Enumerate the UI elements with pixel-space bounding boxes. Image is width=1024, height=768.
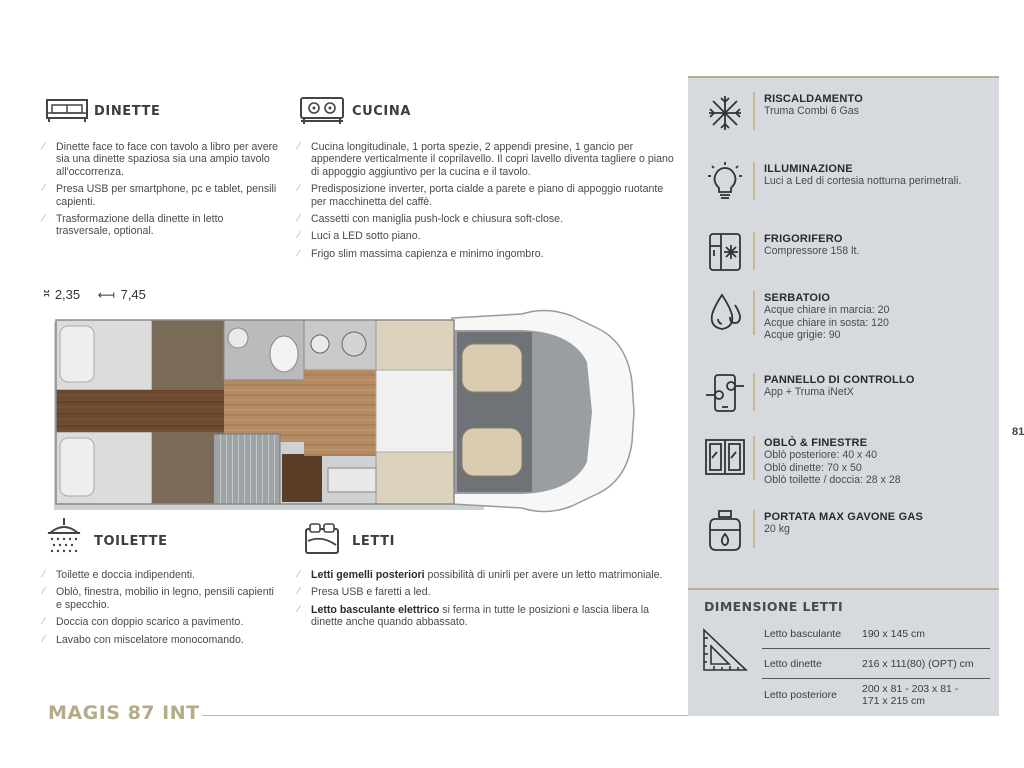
list-item: ∕ Lavabo con miscelatore monocomando. <box>43 634 278 646</box>
bed-value: 216 x 111(80) (OPT) cm <box>862 658 974 670</box>
bed-divider <box>762 648 990 649</box>
bed-value: 190 x 145 cm <box>862 628 926 640</box>
ruler-icon <box>702 628 748 677</box>
toilette-title: TOILETTE <box>94 534 168 549</box>
list-item: ∕ Doccia con doppio scarico a pavimento. <box>43 616 278 628</box>
feature-line: Oblò posteriore: 40 x 40 <box>764 449 878 462</box>
list-item: ∕ Frigo slim massima capienza e minimo ingombro. <box>298 248 674 260</box>
cucina-list <box>298 141 674 265</box>
bed-divider <box>762 678 990 679</box>
dinette-title: DINETTE <box>94 104 161 119</box>
cucina-title: CUCINA <box>352 104 412 119</box>
bed-label: Letto posteriore <box>764 689 837 701</box>
feature-line: 20 kg <box>764 523 790 536</box>
light-bulb-icon <box>704 162 746 204</box>
feature-title: OBLÒ & FINESTRE <box>764 437 868 449</box>
feature-divider <box>753 92 755 130</box>
feature-title: ILLUMINAZIONE <box>764 163 853 175</box>
list-item: ∕ Cucina longitudinale, 1 porta spezie, 2 appendi presine, 1 gancio per appendere verticalmente il coprilavello. Il copri lavello diventa tagliere o piano di appoggio aggiuntivo per la cucina e il tavolo. <box>298 141 674 178</box>
sofa-icon <box>46 99 88 123</box>
features-panel <box>688 76 999 716</box>
feature-line: Compressore 158 lt. <box>764 245 860 258</box>
length-value: 7,45 <box>120 287 146 302</box>
feature-line: Truma Combi 6 Gas <box>764 105 859 118</box>
list-item-text: si ferma in tutte le posizioni e lascia libera la dinette anche quando abbassato. <box>311 603 649 629</box>
feature-divider <box>753 232 755 270</box>
fridge-icon <box>704 232 746 274</box>
feature-title: PORTATA MAX GAVONE GAS <box>764 511 924 523</box>
feature-title: SERBATOIO <box>764 292 831 304</box>
height-value: 2,35 <box>54 287 81 302</box>
feature-line: Acque chiare in marcia: 20 <box>764 304 890 317</box>
list-item <box>298 586 674 598</box>
footer-rule <box>202 715 688 716</box>
toilette-list <box>43 569 278 651</box>
model-name: MAGIS 87 INT <box>48 702 200 724</box>
list-item <box>298 569 674 581</box>
feature-line: Oblò toilette / doccia: 28 x 28 <box>764 473 901 486</box>
feature-line: Oblò dinette: 70 x 50 <box>764 461 862 474</box>
beds-title: DIMENSIONE LETTI <box>704 599 843 614</box>
list-item: ∕ Cassetti con maniglia push-lock e chiusura soft-close. <box>298 213 674 225</box>
bed-value-line: 200 x 81 - 203 x 81 - <box>862 683 959 695</box>
stove-icon <box>300 97 344 125</box>
dinette-list <box>43 141 278 243</box>
feature-divider <box>753 162 755 200</box>
heating-icon <box>704 92 746 134</box>
feature-divider <box>753 436 755 480</box>
list-item: ∕ Presa USB per smartphone, pc e tablet, pensili capienti. <box>43 183 278 208</box>
feature-divider <box>753 510 755 548</box>
gas-bottle-icon <box>704 510 746 552</box>
dimension-readout <box>44 287 146 303</box>
length-icon: ⟻ <box>97 288 115 302</box>
feature-divider <box>753 291 755 335</box>
floor-plan <box>52 302 642 524</box>
shower-icon <box>46 517 82 557</box>
bed-icon <box>304 523 340 555</box>
panel-top-rule <box>688 76 999 78</box>
list-item-bold: Letto basculante elettrico <box>311 603 440 616</box>
list-item: ∕ Trasformazione della dinette in letto trasversale, optional. <box>43 213 278 238</box>
water-tank-icon <box>704 291 746 333</box>
control-panel-icon <box>704 373 746 415</box>
window-icon <box>704 436 746 478</box>
list-item: ∕ Dinette face to face con tavolo a libro per avere sia una dinette spaziosa sia una ampio tavolo all'occorrenza. <box>43 141 278 178</box>
list-item: ∕ Oblò, finestra, mobilio in legno, pensili capienti e specchio. <box>43 586 278 611</box>
feature-line: App + Truma iNetX <box>764 386 854 399</box>
feature-line: Acque grigie: 90 <box>764 328 841 341</box>
feature-line: Luci a Led di cortesia notturna perimetrali. <box>764 175 962 188</box>
list-item-text: possibilità di unirli per avere un letto matrimoniale. <box>424 569 663 581</box>
bed-label: Letto basculante <box>764 628 842 640</box>
feature-line: Acque chiare in sosta: 120 <box>764 316 889 329</box>
list-item: ∕ Toilette e doccia indipendenti. <box>43 569 278 581</box>
list-item-text: Presa USB e faretti a led. <box>311 586 431 599</box>
list-item: ∕ Predisposizione inverter, porta cialde a parete e piano di appoggio ruotante per macchinetta del caffè. <box>298 183 674 208</box>
list-item <box>298 604 674 629</box>
list-item-bold: Letti gemelli posteriori <box>311 569 425 581</box>
bed-value-line: 171 x 215 cm <box>862 695 926 707</box>
feature-title: FRIGORIFERO <box>764 233 843 245</box>
bed-value <box>862 683 958 707</box>
letti-title: LETTI <box>352 534 396 549</box>
panel-mid-rule <box>688 588 999 590</box>
letti-list <box>298 569 674 634</box>
feature-title: PANNELLO DI CONTROLLO <box>764 374 915 386</box>
page-number: 81 <box>1012 426 1024 438</box>
bed-label: Letto dinette <box>764 658 822 670</box>
height-icon: ⎶ <box>44 287 50 302</box>
list-item: ∕ Luci a LED sotto piano. <box>298 230 674 242</box>
feature-divider <box>753 373 755 411</box>
feature-title: RISCALDAMENTO <box>764 93 863 105</box>
